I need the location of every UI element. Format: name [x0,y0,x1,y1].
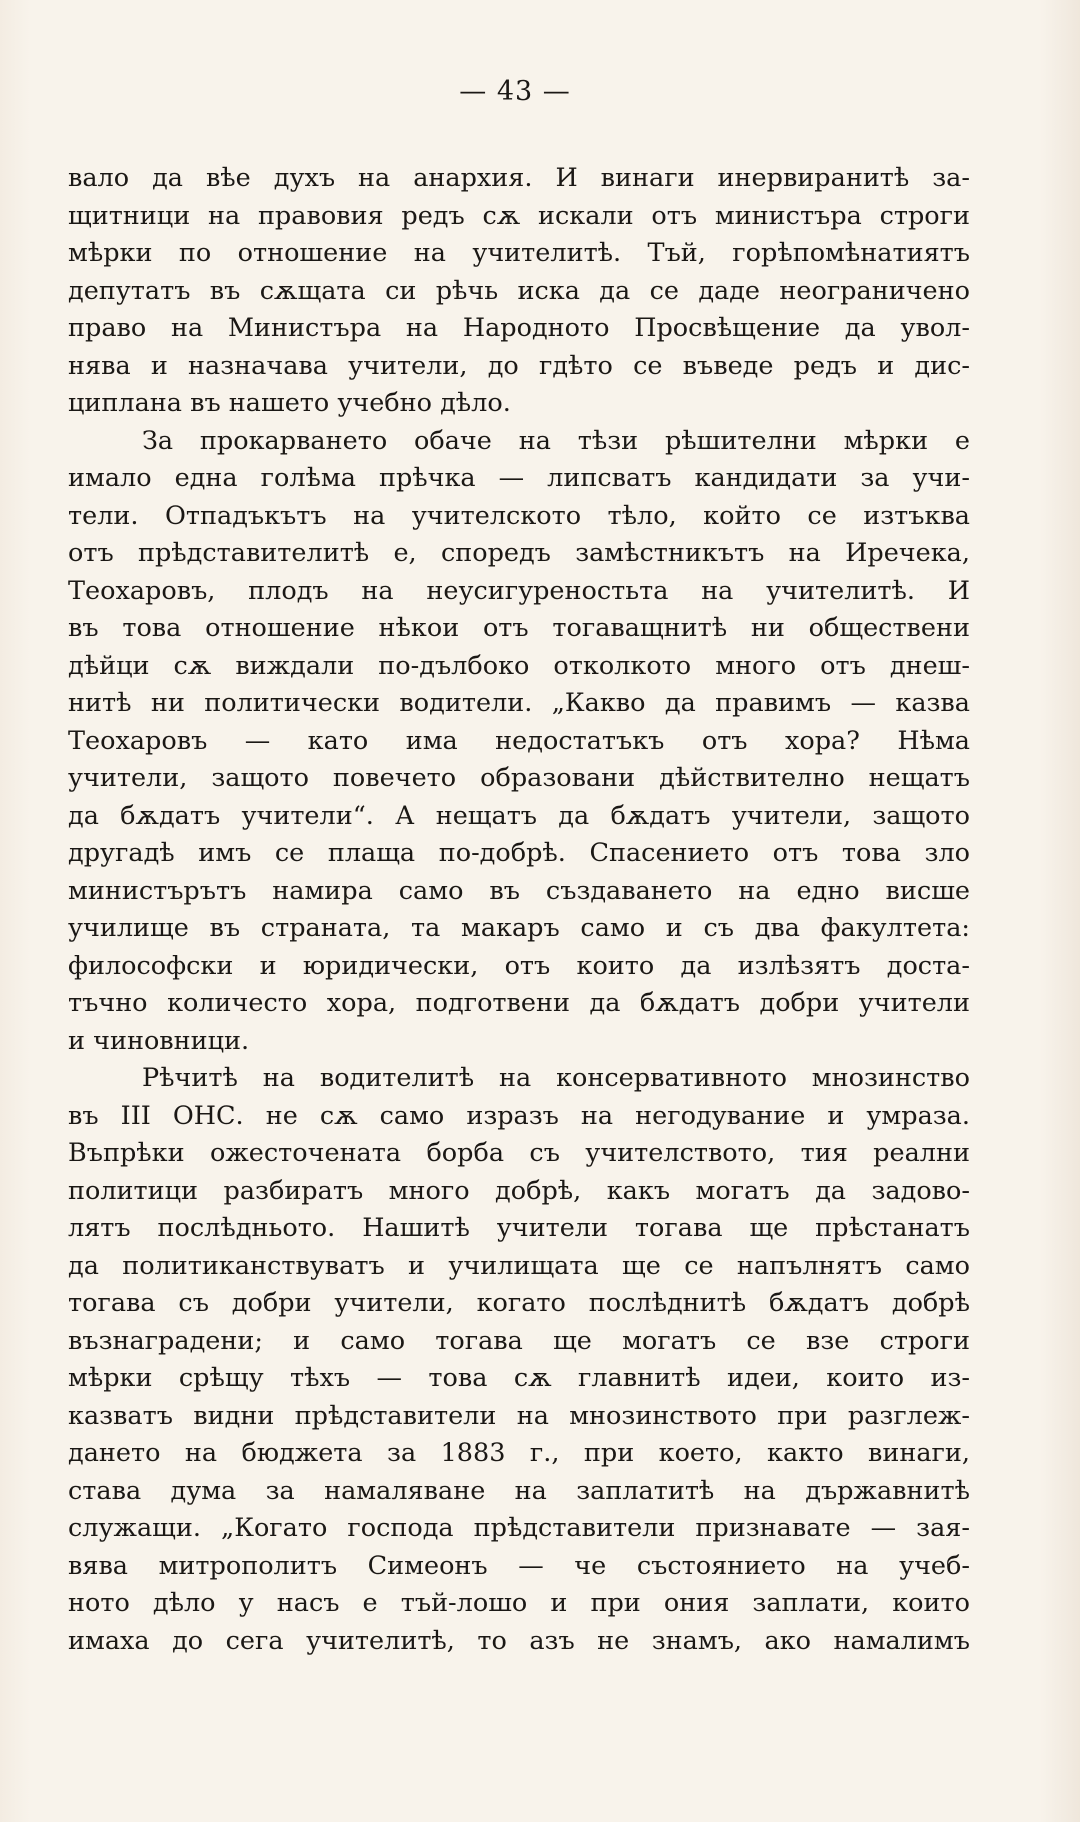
text-line: мѣрки по отношение на учителитѣ. Тъй, горѣпомѣнатиятъ [68,238,970,268]
text-line: лятъ послѣдньото. Нашитѣ учители тогава ще прѣстанатъ [68,1213,970,1243]
paragraph [68,1060,970,1660]
text-line: вало да вѣе духъ на анархия. И винаги инервиранитѣ за- [68,163,970,193]
text-line: циплана въ нашето учебно дѣло. [68,388,511,418]
text-line: нитѣ ни политически водители. „Какво да правимъ — казва [68,688,970,718]
text-line: възнаградени; и само тогава ще могатъ се взе строги [68,1325,970,1356]
text-line: Теохаровъ, плодъ на неусигуреностьта на учителитѣ. И [68,575,970,606]
text-line: нява и назначава учители, до гдѣто се въведе редъ и дис- [68,350,970,381]
text-line: право на Министъра на Народното Просвѣщение да увол- [68,313,970,343]
text-line: депутатъ въ сѫщата си рѣчь иска да се даде неограничено [68,275,970,306]
text-line: Теохаровъ — като има недостатъкъ отъ хора? Нѣма [68,725,970,756]
text-line: политици разбиратъ много добрѣ, какъ могатъ да задово- [68,1175,970,1206]
text-line: имало една голѣма прѣчка — липсватъ кандидати за учи- [68,463,970,493]
text-line: За прокарването обаче на тѣзи рѣшителни мѣрки е [142,425,970,456]
paragraph [68,423,970,1061]
text-line: тъчно количесто хора, подготвени да бѫдатъ добри учители [68,988,970,1018]
text-line: става дума за намаляване на заплатитѣ на държавнитѣ [68,1475,970,1506]
text-line: дѣйци сѫ виждали по-дълбоко отколкото много отъ днеш- [68,650,970,681]
text-line: дането на бюджета за 1883 г., при което, както винаги, [68,1438,970,1468]
text-line: въ това отношение нѣкои отъ тогаващнитѣ ни обществени [68,613,970,643]
text-line: въ III ОНС. не сѫ само изразъ на негодувание и умраза. [68,1100,970,1131]
text-line: да бѫдатъ учители“. А нещатъ да бѫдатъ учители, защото [68,800,970,831]
text-line: учители, защото повечето образовани дѣйствително нещатъ [68,763,970,793]
text-line: философски и юридически, отъ които да излѣзятъ доста- [68,950,970,981]
page-number: — 43 — [459,76,571,107]
text-line: училище въ страната, та макаръ само и съ два факултета: [68,913,970,943]
text-line: щитници на правовия редъ сѫ искали отъ министъра строги [68,200,970,231]
text-line: имаха до сега учителитѣ, то азъ не знамъ, ако намалимъ [68,1625,970,1656]
body-text [68,160,970,1660]
text-line: мѣрки срѣщу тѣхъ — това сѫ главнитѣ идеи, които из- [68,1363,970,1393]
text-line: казватъ видни прѣдставители на мнозинството при разглеж- [68,1400,970,1431]
text-line: Рѣчитѣ на водителитѣ на консервативното мнозинство [142,1063,970,1093]
text-line: отъ прѣдставителитѣ е, споредъ замѣстникътъ на Иречека, [68,538,970,568]
text-line: Въпрѣки ожесточената борба съ учителството, тия реални [68,1138,970,1168]
text-line: служащи. „Когато господа прѣдставители признавате — зая- [68,1513,970,1543]
paragraph [68,160,970,423]
text-line: вява митрополитъ Симеонъ — че състоянието на учеб- [68,1550,970,1581]
text-line: и чиновници. [68,1025,250,1056]
text-line: да политиканствуватъ и училищата ще се напълнятъ само [68,1250,970,1281]
text-line: тели. Отпадъкътъ на учителското тѣло, който се изтъква [68,500,970,531]
text-line: тогава съ добри учители, когато послѣднитѣ бѫдатъ добрѣ [68,1288,970,1318]
text-line: другадѣ имъ се плаща по-добрѣ. Спасението отъ това зло [68,838,970,868]
text-line: ното дѣло у насъ е тъй-лошо и при ония заплати, които [68,1588,970,1618]
text-line: министърътъ намира само въ създаването на едно висше [68,875,970,906]
